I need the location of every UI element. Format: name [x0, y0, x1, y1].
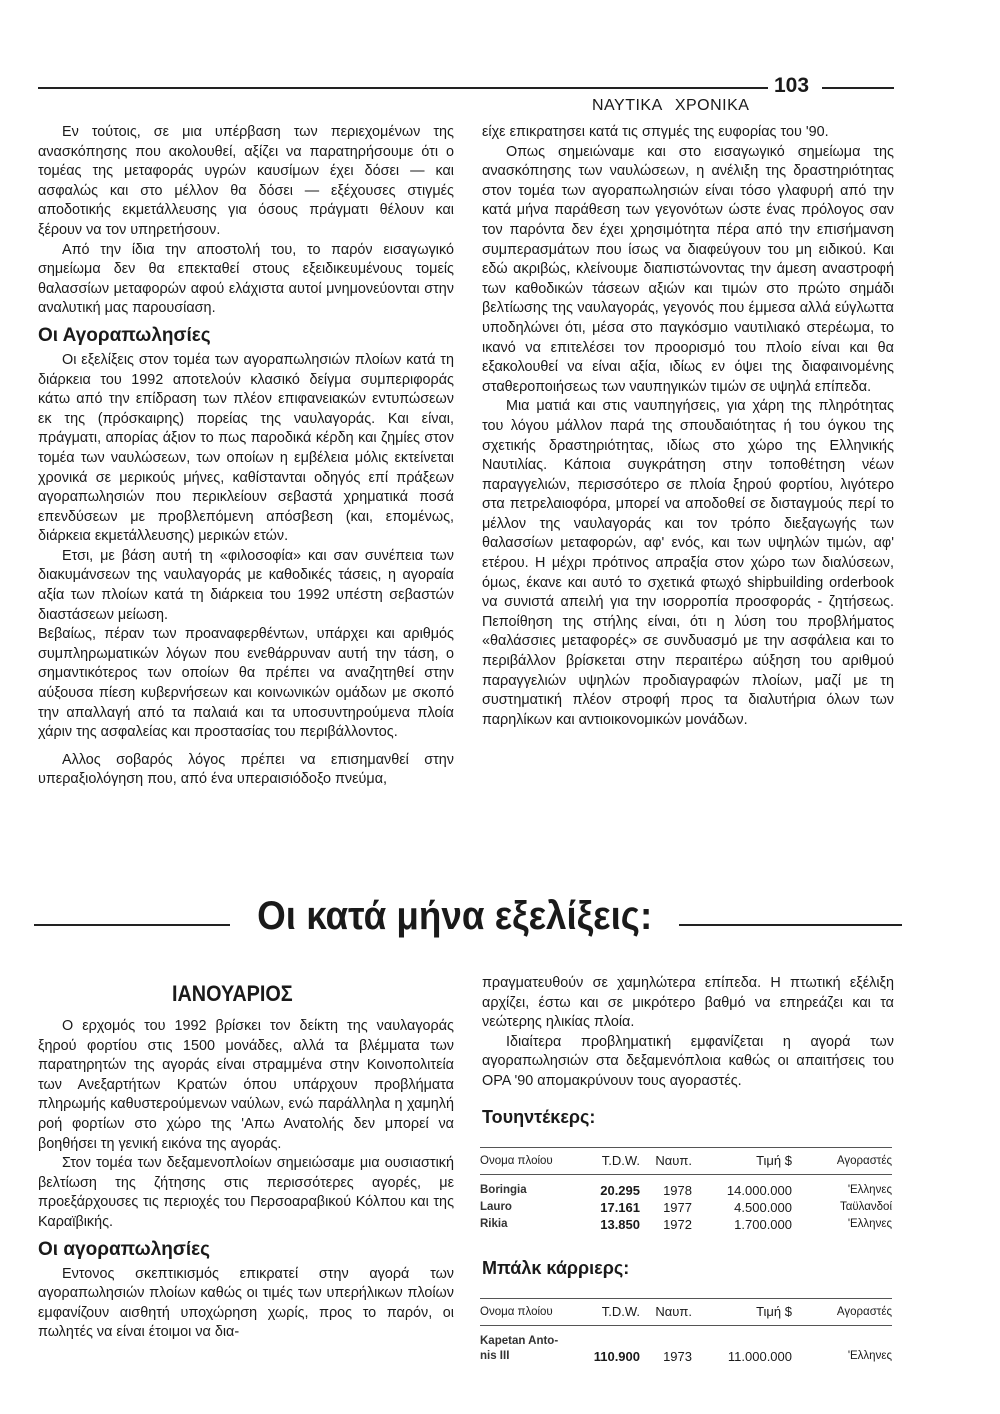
table-row	[480, 1216, 892, 1233]
ship-price: 11.000.000	[727, 1349, 792, 1364]
ship-tdw: 110.900	[593, 1349, 640, 1364]
table-row	[480, 1175, 892, 1200]
bulk-carriers-heading: Μπάλκ κάρριερς:	[482, 1258, 630, 1278]
column-header-buyers: Αγοραστές	[792, 1299, 892, 1326]
ship-built: 1972	[663, 1217, 692, 1232]
upper-left-column	[38, 123, 454, 790]
paragraph: Ιδιαίτερα προβληματική εμφανίζεται η αγορά των αγοραπωλησιών στα δεξαμενόπλοια καθώς οι απαιτήσεις του ΟΡΑ '90 απομακρύνουν τους αγοραστές.	[482, 1033, 894, 1089]
column-header-tdw: T.D.W.	[570, 1148, 640, 1175]
paragraph: Στον τομέα των δεξαμενοπλοίων σημειώσαμε μια ουσιαστική βελτίωση της ζήτησης στις περισσότερες αγορές, με προεξάρχουσες τις περιοχές του Περσοαραβικού Κόλπου και της Καραϊβικής.	[38, 1155, 454, 1230]
column-header-tdw: T.D.W.	[570, 1299, 640, 1326]
paragraph: Αλλος σοβαρός λόγος πρέπει να επισημανθεί στην υπεραξιολόγηση που, από ένα υπεραισιόδοξο πνεύμα,	[38, 751, 454, 788]
paragraph: Από την ίδια την αποστολή του, το παρόν εισαγωγικό σημείωμα δεν θα επεκταθεί στους εξειδικευμένους τομείς θαλασσίων μεταφορών αφού ελάχιστα αυτοί μνημονεύονται στην αναλυτική μας παρουσίαση.	[38, 241, 454, 317]
paragraph: Μια ματιά και στις ναυπηγήσεις, για χάρη της πληρότητας του λόγου μάλλον παρά της σπουδαιότητας ή του όγκου της σχετικής δραστηριότητας, ιδίως στο χώρο της Ελληνικής Ναυτιλίας. Κάποια συγκράτηση στην τοποθέτηση νέων παραγγελιών, περισσότερο σε πλοία ξηρού φορτίου, λιγότερο στα πετρελαιοφόρα, μπορεί να αποδοθεί σε δισταγμούς περί το μέλλον της ναυλαγοράς και τον τρόπο διεξαγωγής των θαλασσίων μεταφορών, αφ' ενός, και των υψηλών τιμών, αφ' ετέρου. Η μέχρι πρότινος απραξία στον χώρο των διαλύσεων, όμως, έκανε και αυτό το σχετικά φτωχό shipbuilding orderbook να συνιστά απειλή για την ισορροπία προσφοράς - ζητήσεως. Πεποίθηση της στήλης είναι, ότι η λύση του προβλήματος «θαλάσσιες μεταφορές» σε συνδυασμό με την ασφάλεια και το περιβάλλον βρίσκεται στην περαιτέρω αύξηση του αριθμού παραγγελιών υψηλών προδιαγραφών πλοίων, μαζί με τη συστηματική πλέον στροφή προς τα διαλυτήρια όλων των παρηλίκων και αντιοικονομικών μονάδων.	[482, 398, 894, 728]
header-rule	[822, 87, 894, 89]
ship-price: 1.700.000	[734, 1217, 792, 1232]
ship-name-line: nis III	[480, 1350, 510, 1362]
ship-built: 1973	[663, 1349, 692, 1364]
title-rule	[34, 924, 230, 926]
title-rule	[679, 924, 902, 926]
paragraph: Βεβαίως, πέραν των προαναφερθέντων, υπάρχει και αριθμός συμπληρωματικών λόγων που ενεθάρρυναν αυτή την τάση, ο σημαντικότερος των οποίων θα πρέπει να αναζητηθεί στην αύξουσα πίεση κυβερνήσεων και κοινωνικών ομάδων με σκοπό την απαλλαγή από τα παλαιά και τα υποσυντηρούμενα πλοία χάριν της ασφαλείας και προστασίας του περιβάλλοντος.	[38, 626, 454, 741]
column-header-ship-name: Ονομα πλοίου	[480, 1299, 570, 1326]
paragraph: Εντονος σκεπτικισμός επικρατεί στην αγορά των αγοραπωλησιών πλοίων καθώς οι τιμές των υπερήλικων πλοίων εμφανίζουν αισθητή υποχώρηση χωρίς, προς το παρόν, οι πωλητές να είναι έτοιμοι να δια-	[38, 1265, 454, 1341]
section-heading: Οι Αγοραπωλησίες	[38, 324, 211, 346]
bulk-carriers-table	[480, 1298, 892, 1365]
section-title-row	[34, 886, 902, 940]
running-title: ΝΑΥΤΙΚΑ ΧΡΟΝΙΚΑ	[592, 97, 750, 114]
ship-buyers: 'Ελληνες	[847, 1184, 892, 1196]
paragraph: Ο ερχομός του 1992 βρίσκει τον δείκτη της ναυλαγοράς ξηρού φορτίου στις 1500 μονάδες, αλλά τα βλέμματα των παρατηρητών της αγοράς είναι στραμμένα στην Κοινοπολιτεία των Ανεξαρτήτων Κρατών όπου υπάρχουν προβλήματα πληρωμής καθυστερούμενων ναύλων, ενώ παράλληλα η χαμηλή ροή φορτίων στο χώρο της 'Απω Ανατολής δεν μπορεί να βοηθήσει τη γενική εικόνα της αγοράς.	[38, 1018, 454, 1152]
lower-left-column	[38, 1017, 454, 1343]
column-header-buyers: Αγοραστές	[792, 1148, 892, 1175]
header-rule	[38, 87, 768, 89]
column-header-built: Ναυπ.	[640, 1299, 692, 1326]
month-heading: ΙΑΝΟΥΑΡΙΟΣ	[172, 981, 293, 1006]
paragraph: Οι εξελίξεις στον τομέα των αγοραπωλησιών πλοίων κατά τη διάρκεια του 1992 αποτελούν κλασικό δείγμα συμπεριφοράς κάτω από την επίδραση των πλέον επιφανειακών εντυπώσεων εκ της (πρόσκαιρης) πορείας της ναυλαγοράς. Και είναι, πράγματι, απορίας άξιον το πως παροδικά κέρδη και ζημίες στον τομέα των ναυλώσεων, των οποίων η εμβέλεια μόλις εκτείνεται χρονικά σε μερικούς μήνες, καθίστανται οδηγός επί πράξεων αγοραπωλησιών που περικλείουν σεβαστά χρηματικά ποσά επενδύσεων με προβλεπόμενη απόσβεση (και, επομένως, διάρκεια εκμετάλλευσης) μερικών ετών.	[38, 351, 454, 545]
tankers-table	[480, 1147, 892, 1233]
table-header-row	[480, 1148, 892, 1175]
ship-name: Lauro	[480, 1201, 512, 1213]
column-header-ship-name: Ονομα πλοίου	[480, 1148, 570, 1175]
tankers-heading: Τουηντέκερς:	[482, 1107, 596, 1127]
ship-tdw: 20.295	[600, 1183, 640, 1198]
table-row	[480, 1326, 892, 1366]
ship-price: 14.000.000	[726, 1183, 792, 1198]
column-header-price: Τιμή $	[692, 1299, 792, 1326]
section-title: Οι κατά μήνα εξελίξεις:	[257, 894, 653, 938]
ship-built: 1977	[663, 1200, 692, 1215]
paragraph: πραγματευθούν σε χαμηλώτερα επίπεδα. Η πτωτική εξέλιξη αρχίζει, έστω και σε μικρότερο βαθμό να επηρεάζει και τα νεώτερης ηλικίας πλοία.	[482, 975, 894, 1031]
paragraph: Εν τούτοις, σε μια υπέρβαση των περιεχομένων της ανασκόπησης που ακολουθεί, αξίζει να παρατηρήσουμε ότι ο τομέας της μεταφοράς υγρών καυσίμων έχει δόσει — και ασφαλώς και στο μέλλον θα δόσει — εξέχουσες στιγμές αποδοτικής εκμετάλλευσης για όσους πράγματι θέλουν και ξέρουν να τον υπηρετήσουν.	[38, 124, 454, 238]
ship-buyers: Ταϋλανδοί	[839, 1201, 892, 1213]
column-header-built: Ναυπ.	[640, 1148, 692, 1175]
paragraph: Ετσι, με βάση αυτή τη «φιλοσοφία» και σαν συνέπεια των διακυμάνσεων της ναυλαγοράς με καθοδικές τάσεις, η αγοραία αξία των πλοίων κατά τη διάρκεια του 1992 υπέστη σεβαστών διαστάσεων μείωση.	[38, 547, 454, 623]
page-number: 103	[774, 74, 810, 97]
upper-right-column	[482, 123, 894, 730]
ship-name: Boringia	[480, 1184, 527, 1196]
column-header-price: Τιμή $	[692, 1148, 792, 1175]
ship-tdw: 13.850	[600, 1217, 640, 1232]
ship-price: 4.500.000	[734, 1200, 792, 1215]
table-row	[480, 1199, 892, 1216]
table-header-row	[480, 1299, 892, 1326]
section-heading: Οι αγοραπωλησίες	[38, 1238, 211, 1260]
ship-name-line: Kapetan Anto-	[480, 1335, 559, 1347]
ship-built: 1978	[663, 1183, 692, 1198]
lower-right-column	[482, 974, 894, 1092]
ship-name	[480, 1326, 570, 1366]
ship-buyers: 'Ελληνες	[847, 1218, 892, 1230]
ship-tdw: 17.161	[600, 1200, 640, 1215]
ship-buyers: 'Ελληνες	[847, 1350, 892, 1362]
ship-name: Rikia	[480, 1218, 508, 1230]
paragraph: Οπως σημειώναμε και στο εισαγωγικό σημείωμα της ανασκόπησης των ναυλώσεων, η ανέλιξη της δραστηριότητας στον τομέα των αγοραπωλησιών είναι τόσο γλαφυρή από την κατά μήνα παράθεση των γεγονότων ώστε ένας πρόλογος σαν τον παρόντα δεν έχει χρησιμότητα πέρα από την επισήμανση συμπερασμάτων που ίσως να διαφεύγουν του μη ειδικού. Και εδώ ακριβώς, κλείνουμε διαπιστώνοντας την άμεση αναστροφή των καθοδικών τάσεων αξιών και τιμών στο πρώτο σημάδι βελτίωσης της ναυλαγοράς, γεγονός που έμμεσα αλλά εύγλωττα υποδηλώνει ότι, μέσα στο παγκόσμιο ναυτιλιακό στερέωμα, το ικανό να επιτελέσει τον προορισμό του πλοίο είναι και θα εξακολουθεί να είναι αξία, ιδίως εν όψει της διαφαινομένης σταθεροποιήσεως των ναυπηγικών τιμών σε υψηλά επίπεδα.	[482, 143, 894, 395]
paragraph: είχε επικρατησει κατά τις σπγμές της ευφορίας του '90.	[482, 124, 829, 140]
